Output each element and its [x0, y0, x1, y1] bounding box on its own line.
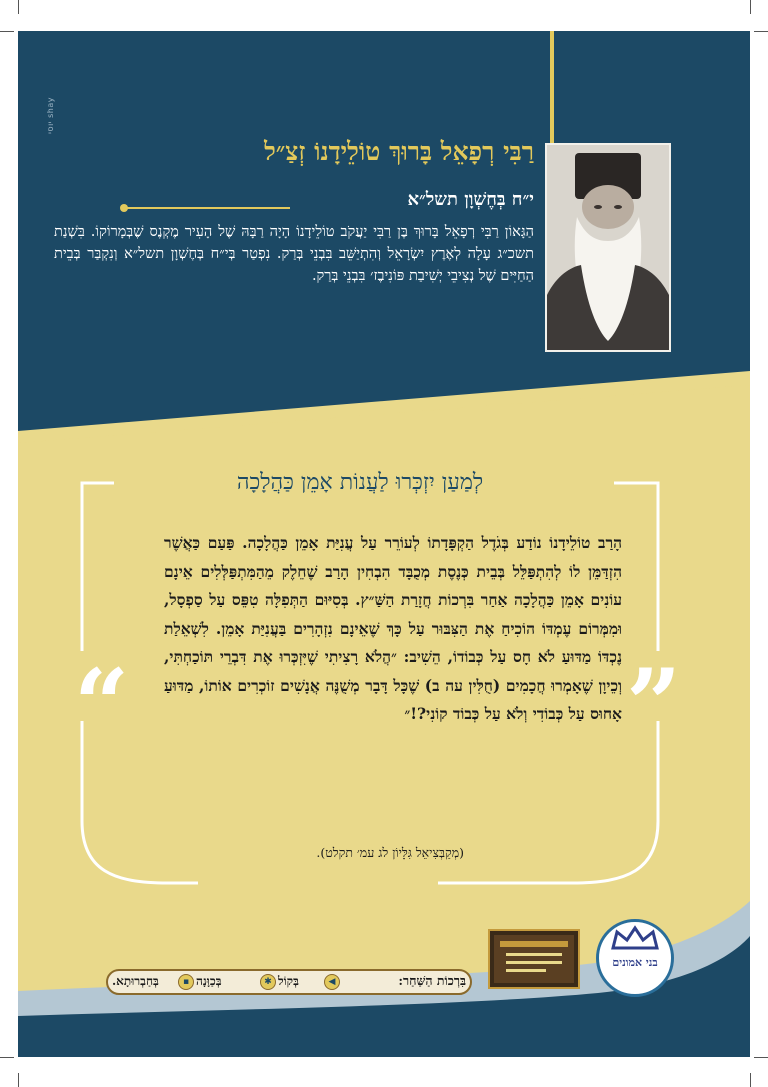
- morning-blessings-strip: [106, 969, 472, 995]
- photo-credit: יוסי shay: [46, 97, 55, 134]
- strip-title: בִּרְכוֹת הַשַּׁחַר:: [398, 973, 466, 988]
- passing-date: י״ח בְּחֶשְׁוָן תשל״א: [407, 189, 534, 210]
- logo-text: בני אמונים: [612, 956, 658, 969]
- crop-mark: [0, 1057, 14, 1058]
- story-source: (מְקַבְּצִיאֵל גִּלָּיוֹן לג עמ׳ תקלט).: [316, 845, 464, 860]
- crown-icon: [599, 922, 671, 954]
- story-body: הָרַב טוֹלֵידָנוֹ נוֹדַע בְּגֹדֶל הַקְפָּדָתוֹ לְעוֹרֵר עַל עֲנִיַּת אָמֵן כַּהֲלָכָה. פַּעַם כַּאֲשֶׁר הִזְדַּמֵּן לוֹ לְהִתְפַּלֵּל בְּבֵית כְּנֶסֶת מְכֻבָּד הִבְחִין הָרַב שֶׁחֵלֶק מֵהַמִּתְפַּלְּלִים אֵינָם עוֹנִים אָמֵן כַּהֲלָכָה אַחַר בִּרְכוֹת חֲזָרַת הַשַּׁ״ץ. בְּסִיּוּם הַתְּפִלָּה טִפֵּס עַל סַפְסָל, וּמִמְּרוֹם עֶמְדּוֹ הוֹכִיחַ אֶת הַצִּבּוּר עַל כָּךְ שֶׁאֵינָם נִזְהָרִים בַּעֲנִיַּת אָמֵן. לִשְׁאֵלַת נֶכְדּוֹ מַדּוּעַ לֹא חָס עַל כְּבוֹדוֹ, הֵשִׁיב: ״הֲלֹא רָצִיתִי שֶׁיִּזְכְּרוּ אֶת דִּבְרֵי תּוֹכַחְתִּי, וְכֵיוָן שֶׁאָמְרוּ חֲכָמִים (חֻלִּין עה ב) שֶׁכָּל דָּבָר מְשֻׁנֶּה אֲנָשִׁים זוֹכְרִים אוֹתוֹ, מַדּוּעַ אָחוּס עַל כְּבוֹדִי וְלֹא עַל כְּבוֹד קוֹנִי?!״: [164, 533, 622, 723]
- book-cover-image: [488, 929, 580, 989]
- crop-mark: [750, 0, 751, 14]
- quote-close-mark: ”: [626, 648, 682, 761]
- megaphone-icon: ◀: [324, 974, 340, 990]
- story-heading: לְמַעַן יִזְכְּרוּ לַעֲנוֹת אָמֵן כַּהֲלָכָה: [236, 470, 484, 495]
- poster-sheet: [18, 31, 750, 1057]
- crop-mark: [754, 1057, 768, 1058]
- quote-open-mark: “: [74, 648, 130, 761]
- bnei-emunim-logo: [596, 919, 674, 997]
- rabbi-name-title: רַבִּי רְפָאֵל בָּרוּךְ טוֹלֵידָנוֹ זְצַ״ל: [264, 137, 534, 166]
- date-underline: [124, 207, 290, 209]
- strip-item-aloud: בְּקוֹל: [278, 974, 299, 988]
- rabbi-portrait: [545, 143, 671, 352]
- rabbi-biography: הַגָּאוֹן רַבִּי רְפָאֵל בָּרוּךְ בֶּן רַבִּי יַעֲקֹב טוֹלֵידָנוֹ הָיָה רַבָּהּ שֶׁל הָעִיר מֶקְנֶס שֶׁבְּמָרוֹקוֹ. בִּשְׁנַת תשכ״ג עָלָה לְאֶרֶץ יִשְׂרָאֵל וְהִתְיַשֵּׁב בִּבְנֵי בְּרַק. נִפְטַר בְּי״ח בְּחֶשְׁוָן תשל״א וְנִקְבַּר בְּבֵית הַחַיִּים שֶׁל נְצִיבֵי יְשִׁיבַת פּוֹנִיבֶז׳ בִּבְנֵי בְּרַק.: [54, 224, 534, 284]
- date-underline-dot: [120, 204, 128, 212]
- crop-mark: [18, 0, 19, 14]
- crop-mark: [18, 1073, 19, 1087]
- crop-mark: [754, 31, 768, 32]
- strip-item-intent: בְּכַוָּנָה: [196, 974, 222, 988]
- crop-mark: [0, 31, 14, 32]
- crop-mark: [750, 1073, 751, 1087]
- strip-item-partnership: בְּחַבְרוּתָא.: [112, 974, 159, 988]
- lightbulb-icon: ✱: [260, 974, 276, 990]
- speech-bubbles-icon: ▪: [178, 974, 194, 990]
